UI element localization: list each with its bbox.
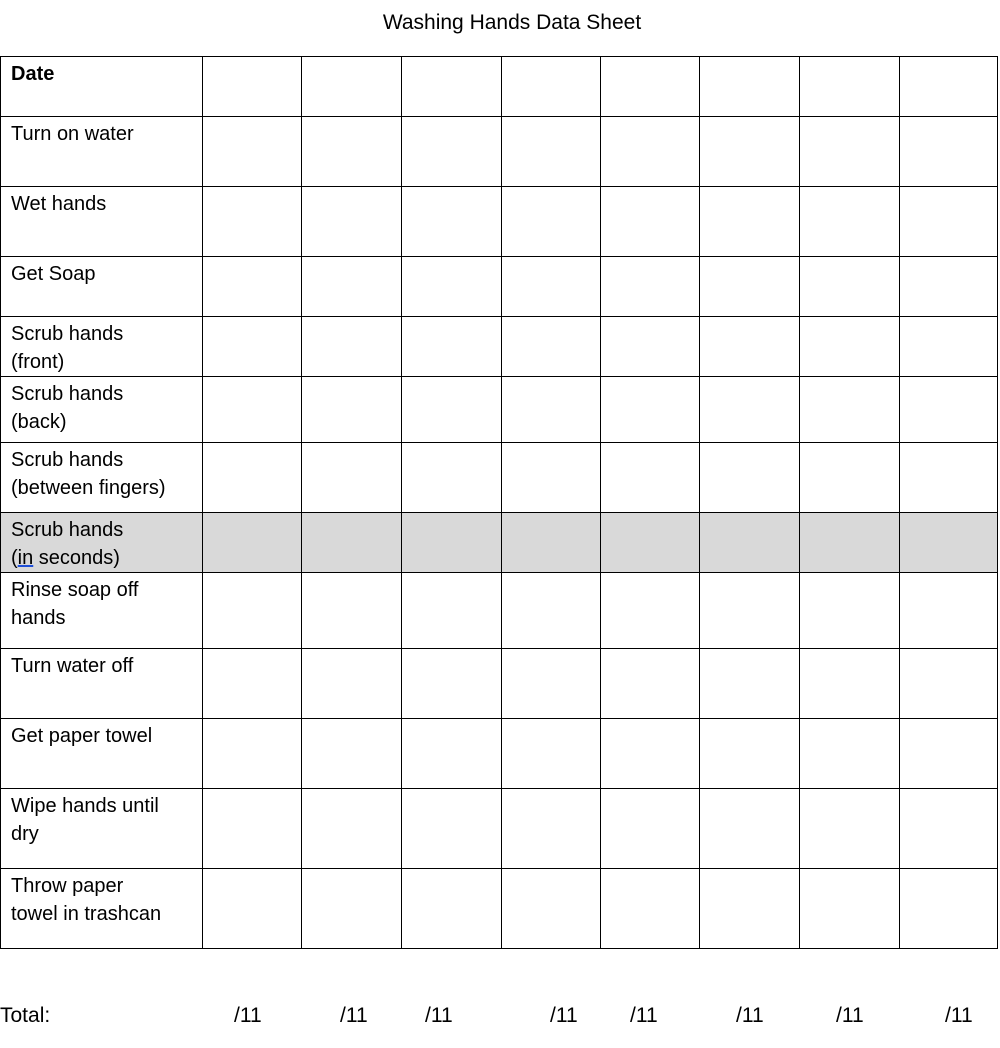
row-label-cell <box>1 187 203 257</box>
data-entry-cell[interactable] <box>800 513 900 573</box>
data-entry-cell[interactable] <box>700 187 800 257</box>
data-entry-cell[interactable] <box>700 377 800 443</box>
data-entry-cell[interactable] <box>601 257 700 317</box>
data-entry-cell[interactable] <box>302 869 402 949</box>
data-entry-cell[interactable] <box>302 443 402 513</box>
data-entry-cell[interactable] <box>203 573 302 649</box>
spellcheck-word: in <box>17 547 34 569</box>
data-entry-cell[interactable] <box>601 443 700 513</box>
data-entry-cell[interactable] <box>302 257 402 317</box>
data-entry-cell[interactable] <box>203 869 302 949</box>
data-entry-cell[interactable] <box>203 649 302 719</box>
data-entry-cell[interactable] <box>203 317 302 377</box>
table-row <box>1 117 998 187</box>
data-entry-cell[interactable] <box>900 573 998 649</box>
data-entry-cell[interactable] <box>302 513 402 573</box>
row-label: Get Soap <box>11 263 96 285</box>
table-row <box>1 57 998 117</box>
data-entry-cell[interactable] <box>502 869 601 949</box>
total-value: /11 <box>836 1004 864 1027</box>
data-entry-cell[interactable] <box>302 187 402 257</box>
data-entry-cell[interactable] <box>203 117 302 187</box>
data-entry-cell[interactable] <box>402 443 502 513</box>
data-entry-cell[interactable] <box>900 57 998 117</box>
data-entry-cell[interactable] <box>700 257 800 317</box>
data-entry-cell[interactable] <box>700 789 800 869</box>
data-sheet-table <box>0 56 998 949</box>
row-label-cell <box>1 317 203 377</box>
table-row <box>1 869 998 949</box>
table-row <box>1 257 998 317</box>
row-label: Scrub hands (front) <box>11 323 124 373</box>
data-entry-cell[interactable] <box>800 117 900 187</box>
data-entry-cell[interactable] <box>302 317 402 377</box>
data-entry-cell[interactable] <box>900 719 998 789</box>
table-row <box>1 719 998 789</box>
row-label: Date <box>11 63 55 85</box>
data-entry-cell[interactable] <box>601 869 700 949</box>
data-entry-cell[interactable] <box>203 57 302 117</box>
data-entry-cell[interactable] <box>900 187 998 257</box>
total-value: /11 <box>550 1004 578 1027</box>
data-entry-cell[interactable] <box>800 377 900 443</box>
data-entry-cell[interactable] <box>800 719 900 789</box>
data-entry-cell[interactable] <box>203 719 302 789</box>
data-entry-cell[interactable] <box>900 257 998 317</box>
data-entry-cell[interactable] <box>402 117 502 187</box>
data-entry-cell[interactable] <box>700 443 800 513</box>
data-entry-cell[interactable] <box>203 789 302 869</box>
data-entry-cell[interactable] <box>302 789 402 869</box>
data-entry-cell[interactable] <box>302 377 402 443</box>
data-entry-cell[interactable] <box>601 317 700 377</box>
data-entry-cell[interactable] <box>502 513 601 573</box>
row-label-cell <box>1 443 203 513</box>
data-entry-cell[interactable] <box>800 443 900 513</box>
row-label: Throw paper towel in trashcan <box>11 875 162 925</box>
data-entry-cell[interactable] <box>402 789 502 869</box>
data-entry-cell[interactable] <box>302 649 402 719</box>
row-label-cell <box>1 57 203 117</box>
row-label: Get paper towel <box>11 725 153 747</box>
data-entry-cell[interactable] <box>601 719 700 789</box>
data-entry-cell[interactable] <box>800 649 900 719</box>
data-entry-cell[interactable] <box>302 719 402 789</box>
data-entry-cell[interactable] <box>302 573 402 649</box>
total-value: /11 <box>736 1004 764 1027</box>
data-entry-cell[interactable] <box>601 117 700 187</box>
data-entry-cell[interactable] <box>203 443 302 513</box>
data-entry-cell[interactable] <box>800 257 900 317</box>
data-entry-cell[interactable] <box>700 719 800 789</box>
data-entry-cell[interactable] <box>900 443 998 513</box>
row-label: Turn on water <box>11 123 134 145</box>
row-label: Wet hands <box>11 193 107 215</box>
data-entry-cell[interactable] <box>402 869 502 949</box>
data-entry-cell[interactable] <box>502 789 601 869</box>
table-row <box>1 317 998 377</box>
data-entry-cell[interactable] <box>402 573 502 649</box>
data-entry-cell[interactable] <box>601 649 700 719</box>
sheet-title: Washing Hands Data Sheet <box>382 11 642 34</box>
data-entry-cell[interactable] <box>402 317 502 377</box>
data-entry-cell[interactable] <box>700 117 800 187</box>
data-entry-cell[interactable] <box>900 513 998 573</box>
data-entry-cell[interactable] <box>502 649 601 719</box>
data-entry-cell[interactable] <box>601 187 700 257</box>
totals-row <box>0 1002 1000 1032</box>
data-entry-cell[interactable] <box>800 187 900 257</box>
data-entry-cell[interactable] <box>601 377 700 443</box>
data-entry-cell[interactable] <box>502 57 601 117</box>
data-entry-cell[interactable] <box>900 869 998 949</box>
data-entry-cell[interactable] <box>900 789 998 869</box>
table-row <box>1 573 998 649</box>
row-label <box>11 519 123 569</box>
row-label-part: seconds) <box>33 547 120 569</box>
data-entry-cell[interactable] <box>502 443 601 513</box>
total-value: /11 <box>630 1004 658 1027</box>
data-entry-cell[interactable] <box>203 377 302 443</box>
data-entry-cell[interactable] <box>601 789 700 869</box>
data-entry-cell[interactable] <box>700 869 800 949</box>
row-label: Rinse soap off hands <box>11 579 139 629</box>
data-entry-cell[interactable] <box>203 257 302 317</box>
data-entry-cell[interactable] <box>402 513 502 573</box>
row-label-cell <box>1 649 203 719</box>
totals-label: Total: <box>0 1004 51 1027</box>
table-row <box>1 513 998 573</box>
data-entry-cell[interactable] <box>601 513 700 573</box>
data-entry-cell[interactable] <box>302 117 402 187</box>
data-entry-cell[interactable] <box>402 377 502 443</box>
data-entry-cell[interactable] <box>502 377 601 443</box>
data-entry-cell[interactable] <box>502 573 601 649</box>
total-value: /11 <box>945 1004 973 1027</box>
table-row <box>1 377 998 443</box>
total-value: /11 <box>234 1004 262 1027</box>
data-entry-cell[interactable] <box>402 649 502 719</box>
data-entry-cell[interactable] <box>800 789 900 869</box>
data-entry-cell[interactable] <box>700 57 800 117</box>
data-entry-cell[interactable] <box>203 513 302 573</box>
data-entry-cell[interactable] <box>502 117 601 187</box>
row-label: Turn water off <box>11 655 134 677</box>
row-label: Scrub hands (between fingers) <box>11 449 166 499</box>
data-entry-cell[interactable] <box>700 317 800 377</box>
table-row <box>1 789 998 869</box>
data-entry-cell[interactable] <box>502 187 601 257</box>
data-entry-cell[interactable] <box>900 377 998 443</box>
total-value: /11 <box>425 1004 453 1027</box>
data-entry-cell[interactable] <box>402 187 502 257</box>
row-label-cell <box>1 719 203 789</box>
row-label-cell <box>1 869 203 949</box>
data-entry-cell[interactable] <box>800 317 900 377</box>
data-entry-cell[interactable] <box>700 649 800 719</box>
row-label-part: Scrub hands ( <box>11 519 124 569</box>
data-entry-cell[interactable] <box>900 649 998 719</box>
row-label-cell <box>1 789 203 869</box>
data-entry-cell[interactable] <box>502 257 601 317</box>
data-entry-cell[interactable] <box>700 573 800 649</box>
data-entry-cell[interactable] <box>402 257 502 317</box>
data-entry-cell[interactable] <box>402 719 502 789</box>
data-entry-cell[interactable] <box>601 57 700 117</box>
table-row <box>1 443 998 513</box>
row-label-cell <box>1 513 203 573</box>
data-entry-cell[interactable] <box>800 57 900 117</box>
data-entry-cell[interactable] <box>203 187 302 257</box>
row-label-cell <box>1 573 203 649</box>
data-entry-cell[interactable] <box>302 57 402 117</box>
data-entry-cell[interactable] <box>900 317 998 377</box>
table-row <box>1 649 998 719</box>
total-value: /11 <box>340 1004 368 1027</box>
data-entry-cell[interactable] <box>900 117 998 187</box>
data-entry-cell[interactable] <box>601 573 700 649</box>
row-label-cell <box>1 117 203 187</box>
data-entry-cell[interactable] <box>502 719 601 789</box>
data-entry-cell[interactable] <box>800 869 900 949</box>
row-label-cell <box>1 377 203 443</box>
table-row <box>1 187 998 257</box>
row-label-cell <box>1 257 203 317</box>
data-entry-cell[interactable] <box>402 57 502 117</box>
row-label: Wipe hands until dry <box>11 795 159 845</box>
row-label: Scrub hands (back) <box>11 383 124 433</box>
data-entry-cell[interactable] <box>700 513 800 573</box>
data-entry-cell[interactable] <box>502 317 601 377</box>
data-entry-cell[interactable] <box>800 573 900 649</box>
